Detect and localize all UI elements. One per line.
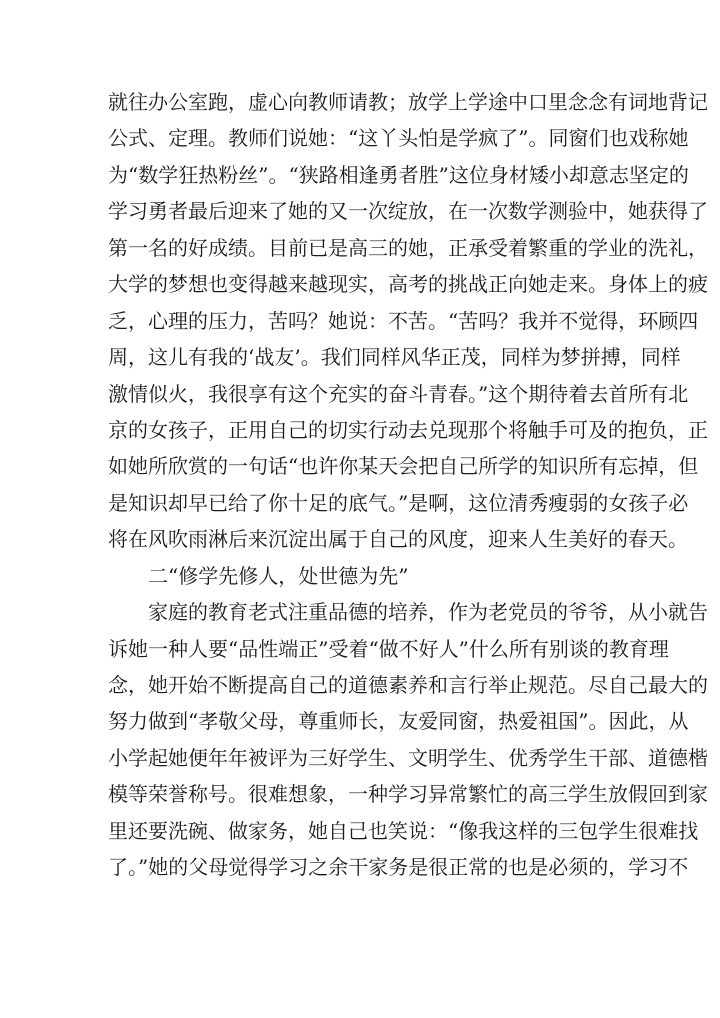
- text-line: 努力做到“孝敬父母，尊重师长，友爱同窗，热爱祖国”。因此，从: [108, 709, 689, 734]
- text-line: 大学的梦想也变得越来越现实，高考的挑战正向她走来。身体上的疲: [108, 272, 708, 297]
- text-line: 里还要洗碗、做家务，她自己也笑说：“像我这样的三包学生很难找: [108, 818, 699, 843]
- text-line: 第一名的好成绩。目前已是高三的她，正承受着繁重的学业的洗礼，: [108, 235, 708, 260]
- text-line: 小学起她便年年被评为三好学生、文明学生、优秀学生干部、道德楷: [108, 745, 708, 770]
- text-line: 京的女孩子，正用自己的切实行动去兑现那个将触手可及的抱负，正: [108, 417, 708, 442]
- paragraph-end-line: 将在风吹雨淋后来沉淀出属于自己的风度，迎来人生美好的春天。: [108, 527, 688, 552]
- section-heading: 二“修学先修人，处世德为先”: [148, 563, 409, 588]
- paragraph-first-line: 家庭的教育老式注重品德的培养，作为老党员的爷爷，从小就告: [148, 600, 708, 625]
- text-line: 如她所欣赏的一句话“也许你某天会把自己所学的知识所有忘掉，但: [108, 454, 699, 479]
- text-line: 是知识却早已给了你十足的底气。”是啊，这位清秀瘦弱的女孩子必: [108, 490, 689, 515]
- body-text: [108, 84, 708, 886]
- text-line: 就往办公室跑，虚心向教师请教；放学上学途中口里念念有词地背记: [108, 90, 708, 114]
- text-line: 公式、定理。教师们说她：“这丫头怕是学疯了”。同窗们也戏称她: [108, 126, 689, 151]
- text-line: 诉她一种人要“品性端正”受着“做不好人”什么所有别谈的教育理: [108, 636, 669, 661]
- text-line: 乏，心理的压力，苦吗？她说：不苦。“苦吗？我并不觉得，环顾四: [108, 308, 699, 333]
- text-line: 为“数学狂热粉丝”。“狭路相逢勇者胜”这位身材矮小却意志坚定的: [108, 162, 689, 187]
- text-line: 念，她开始不断提高自己的道德素养和言行举止规范。尽自己最大的: [108, 673, 708, 697]
- text-line: 了。”她的父母觉得学习之余干家务是很正常的也是必须的，学习不: [108, 855, 689, 880]
- text-line: 激情似火，我很享有这个充实的奋斗青春。”这个期待着去首所有北: [108, 381, 689, 406]
- text-line: 学习勇者最后迎来了她的又一次绽放，在一次数学测验中，她获得了: [108, 199, 708, 224]
- text-line: 周，这儿有我的‘战友’。我们同样风华正茂，同样为梦拼搏，同样: [108, 345, 681, 370]
- text-line: 模等荣誉称号。很难想象，一种学习异常繁忙的高三学生放假回到家: [108, 782, 708, 807]
